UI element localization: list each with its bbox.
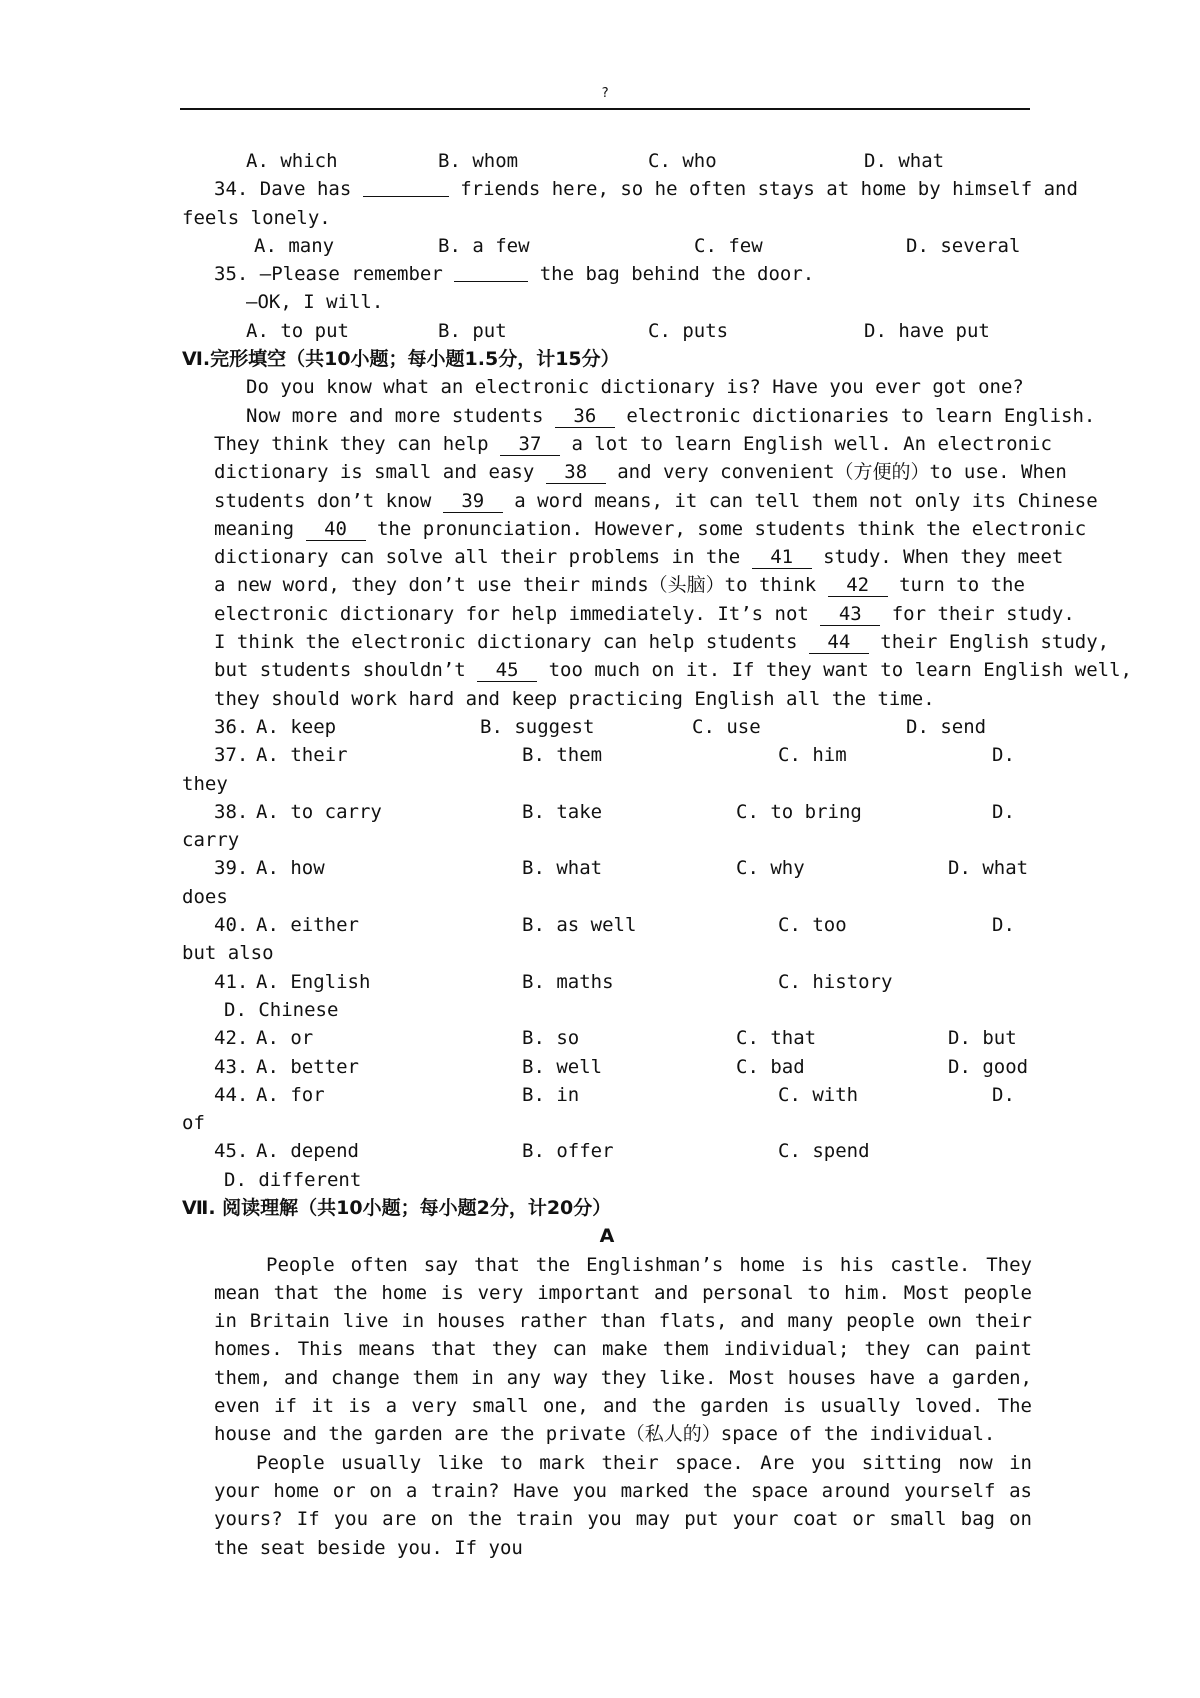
option-b: B. take: [522, 800, 603, 823]
option-num: 36.: [214, 715, 249, 738]
cloze-text: for their study.: [891, 602, 1075, 625]
document-body: [182, 147, 1132, 1562]
q33-option-a: A. which: [246, 150, 338, 172]
option-a: A. English: [256, 970, 371, 993]
cloze-option-row-38: [182, 798, 1032, 826]
option-c: C. him: [778, 744, 847, 767]
q33-option-c: C. who: [648, 150, 717, 172]
cloze-blank-38: 38: [546, 461, 606, 484]
option-c: C. spend: [778, 1140, 870, 1163]
option-b: B. offer: [522, 1140, 614, 1163]
option-a: A. keep: [256, 715, 337, 738]
option-b: B. maths: [522, 970, 614, 993]
option-a: A. for: [256, 1083, 325, 1106]
option-a: A. better: [256, 1055, 359, 1078]
option-b: B. suggest: [480, 715, 595, 738]
cloze-text: a word means, it can tell them not only its Chinese: [514, 489, 1098, 512]
cloze-line-11: [182, 656, 1132, 684]
option-a: A. to carry: [256, 800, 382, 823]
option-d: D. send: [906, 715, 987, 738]
q35-options: [182, 317, 1032, 345]
q34-wrap: feels lonely.: [182, 206, 331, 229]
q35-reply: —OK, I will.: [246, 291, 384, 314]
option-num: 41.: [214, 970, 249, 993]
option-c: C. that: [736, 1027, 817, 1050]
cloze-text: Now more and more students: [246, 404, 544, 427]
option-c: C. with: [778, 1083, 859, 1106]
option-num: 44.: [214, 1083, 249, 1106]
cloze-line-8: [182, 571, 1032, 599]
cloze-text: a lot to learn English well. An electronic: [571, 432, 1052, 455]
option-num: 39.: [214, 857, 249, 880]
q34-blank: [363, 178, 449, 197]
cloze-option-row-45: [182, 1137, 1032, 1165]
reading-paragraph-1: People often say that the Englishman’s home is his castle. They mean that the home is very important and personal to him. Most people in Britain live in houses rather than flats, and many people own their homes. This means that they can make them individual; they can paint them, and change them in any way they like. Most houses have a garden, even if it is a very small one, and the garden is usually loved. The house and the garden are the private（私人的）space of the individual.: [214, 1253, 1032, 1446]
cloze-text: study. When they meet: [823, 546, 1064, 569]
cloze-option-row-40: [182, 911, 1032, 939]
option-a: A. their: [256, 744, 348, 767]
cloze-blank-41: 41: [752, 546, 812, 569]
cloze-line-1: Do you know what an electronic dictionary is? Have you ever got one?: [246, 376, 1024, 399]
option-num: 38.: [214, 800, 249, 823]
q35-stem: [182, 260, 1032, 288]
q35-option-d: D. have put: [864, 319, 990, 342]
q34-text-a: 34. Dave has: [214, 178, 352, 201]
q34-option-b: B. a few: [438, 234, 530, 257]
option-d: D. good: [948, 1055, 1029, 1078]
cloze-blank-45: 45: [477, 659, 537, 682]
q34-text-b: friends here,: [460, 178, 609, 201]
cloze-line-10: [182, 628, 1110, 656]
q33-option-b: B. whom: [438, 150, 519, 172]
option-b: B. so: [522, 1027, 580, 1050]
page-header-mark: ?: [601, 86, 609, 101]
cloze-text: dictionary can solve all their problems in the: [214, 546, 741, 569]
cloze-blank-37: 37: [500, 433, 560, 456]
cloze-line-9: [182, 600, 1075, 628]
option-d: D. what: [948, 857, 1029, 880]
cloze-option-row-41: [182, 968, 1032, 996]
section-6-title: Ⅵ.完形填空（共10小题；每小题1.5分，计15分）: [182, 348, 620, 371]
cloze-text: electronic dictionaries to learn English.: [626, 404, 1096, 427]
option-c: C. history: [778, 970, 893, 993]
cloze-line-4: [182, 458, 1067, 486]
cloze-text: students don’t know: [214, 489, 432, 512]
cloze-option-row-39: [182, 854, 1032, 882]
option-c: C. to bring: [736, 800, 862, 823]
cloze-option-wrap-41: D. Chinese: [224, 998, 339, 1021]
option-b: B. as well: [522, 914, 637, 937]
option-a: A. or: [256, 1027, 314, 1050]
cloze-text: the pronunciation. However, some students think the electronic: [376, 517, 1087, 540]
cloze-text: a new word, they don’t use their minds（头脑）to think: [214, 574, 817, 597]
q35-blank: [454, 263, 528, 282]
cloze-option-wrap-38: carry: [182, 829, 240, 852]
option-num: 40.: [214, 914, 249, 937]
cloze-line-7: [182, 543, 1064, 571]
cloze-option-row-43: [182, 1053, 1032, 1081]
cloze-text: I think the electronic dictionary can help students: [214, 631, 798, 654]
option-c: C. too: [778, 914, 847, 937]
option-d: D.: [992, 744, 1015, 767]
option-b: B. what: [522, 857, 603, 880]
q35-text-a: 35. —Please remember: [214, 263, 443, 286]
option-c: C. use: [692, 715, 761, 738]
cloze-blank-39: 39: [443, 490, 503, 513]
cloze-line-2: [182, 402, 1096, 430]
option-a: A. either: [256, 914, 359, 937]
q33-options: [182, 147, 1032, 175]
option-a: A. how: [256, 857, 325, 880]
header-rule: [180, 108, 1030, 110]
cloze-text: too much on it. If they want to learn English well,: [548, 659, 1132, 682]
option-num: 42.: [214, 1027, 249, 1050]
cloze-option-wrap-40: but also: [182, 942, 274, 965]
cloze-line-12: they should work hard and keep practicing English all the time.: [214, 687, 935, 710]
cloze-text: electronic dictionary for help immediately. It’s not: [214, 602, 809, 625]
cloze-option-wrap-37: they: [182, 772, 228, 795]
option-b: B. them: [522, 744, 603, 767]
cloze-option-row-36: [182, 713, 1032, 741]
option-d: D. but: [948, 1027, 1017, 1050]
option-num: 37.: [214, 744, 249, 767]
cloze-option-row-42: [182, 1024, 1032, 1052]
q34-option-c: C. few: [694, 234, 763, 257]
section-7-title: Ⅶ. 阅读理解（共10小题；每小题2分，计20分）: [182, 1196, 612, 1219]
cloze-blank-43: 43: [820, 603, 880, 626]
cloze-option-row-44: [182, 1081, 1032, 1109]
cloze-line-6: [182, 515, 1087, 543]
cloze-text: meaning: [214, 517, 295, 540]
cloze-option-wrap-39: does: [182, 885, 228, 908]
q34-text-c: so he often stays at home by himself and: [620, 178, 1078, 201]
cloze-text: They think they can help: [214, 432, 489, 455]
option-b: B. well: [522, 1055, 603, 1078]
option-a: A. depend: [256, 1140, 359, 1163]
option-b: B. in: [522, 1083, 580, 1106]
q34-stem: [182, 175, 1078, 203]
option-d: D.: [992, 800, 1015, 823]
q34-options: [182, 232, 1032, 260]
cloze-option-row-37: [182, 741, 1032, 769]
cloze-line-3: [182, 430, 1052, 458]
cloze-blank-36: 36: [555, 405, 615, 428]
q35-text-b: the bag behind the door.: [539, 263, 815, 286]
reading-part-label: A: [599, 1225, 615, 1248]
q34-option-a: A. many: [254, 234, 335, 257]
cloze-option-wrap-45: D. different: [224, 1168, 362, 1191]
option-c: C. why: [736, 857, 805, 880]
cloze-option-wrap-44: of: [182, 1112, 205, 1135]
q35-option-c: C. puts: [648, 319, 729, 342]
cloze-line-5: [182, 487, 1098, 515]
option-num: 45.: [214, 1140, 249, 1163]
q35-option-a: A. to put: [246, 319, 349, 342]
cloze-text: and very convenient（方便的）to use. When: [617, 461, 1067, 484]
cloze-text: turn to the: [899, 574, 1025, 597]
option-d: D.: [992, 914, 1015, 937]
cloze-text: their English study,: [880, 631, 1110, 654]
cloze-blank-44: 44: [809, 631, 869, 654]
cloze-blank-40: 40: [306, 518, 366, 541]
cloze-text: dictionary is small and easy: [214, 461, 535, 484]
q35-option-b: B. put: [438, 319, 507, 342]
reading-paragraph-2: People usually like to mark their space. Are you sitting now in your home or on a train? Have you marked the space around yourself as yours? If you are on the train you may put your coat or small bag on the seat beside you. If you: [214, 1451, 1032, 1559]
option-c: C. bad: [736, 1055, 805, 1078]
cloze-blank-42: 42: [828, 574, 888, 597]
q34-option-d: D. several: [906, 234, 1021, 257]
q33-option-d: D. what: [864, 150, 945, 172]
cloze-text: but students shouldn’t: [214, 659, 466, 682]
option-num: 43.: [214, 1055, 249, 1078]
option-d: D.: [992, 1083, 1015, 1106]
